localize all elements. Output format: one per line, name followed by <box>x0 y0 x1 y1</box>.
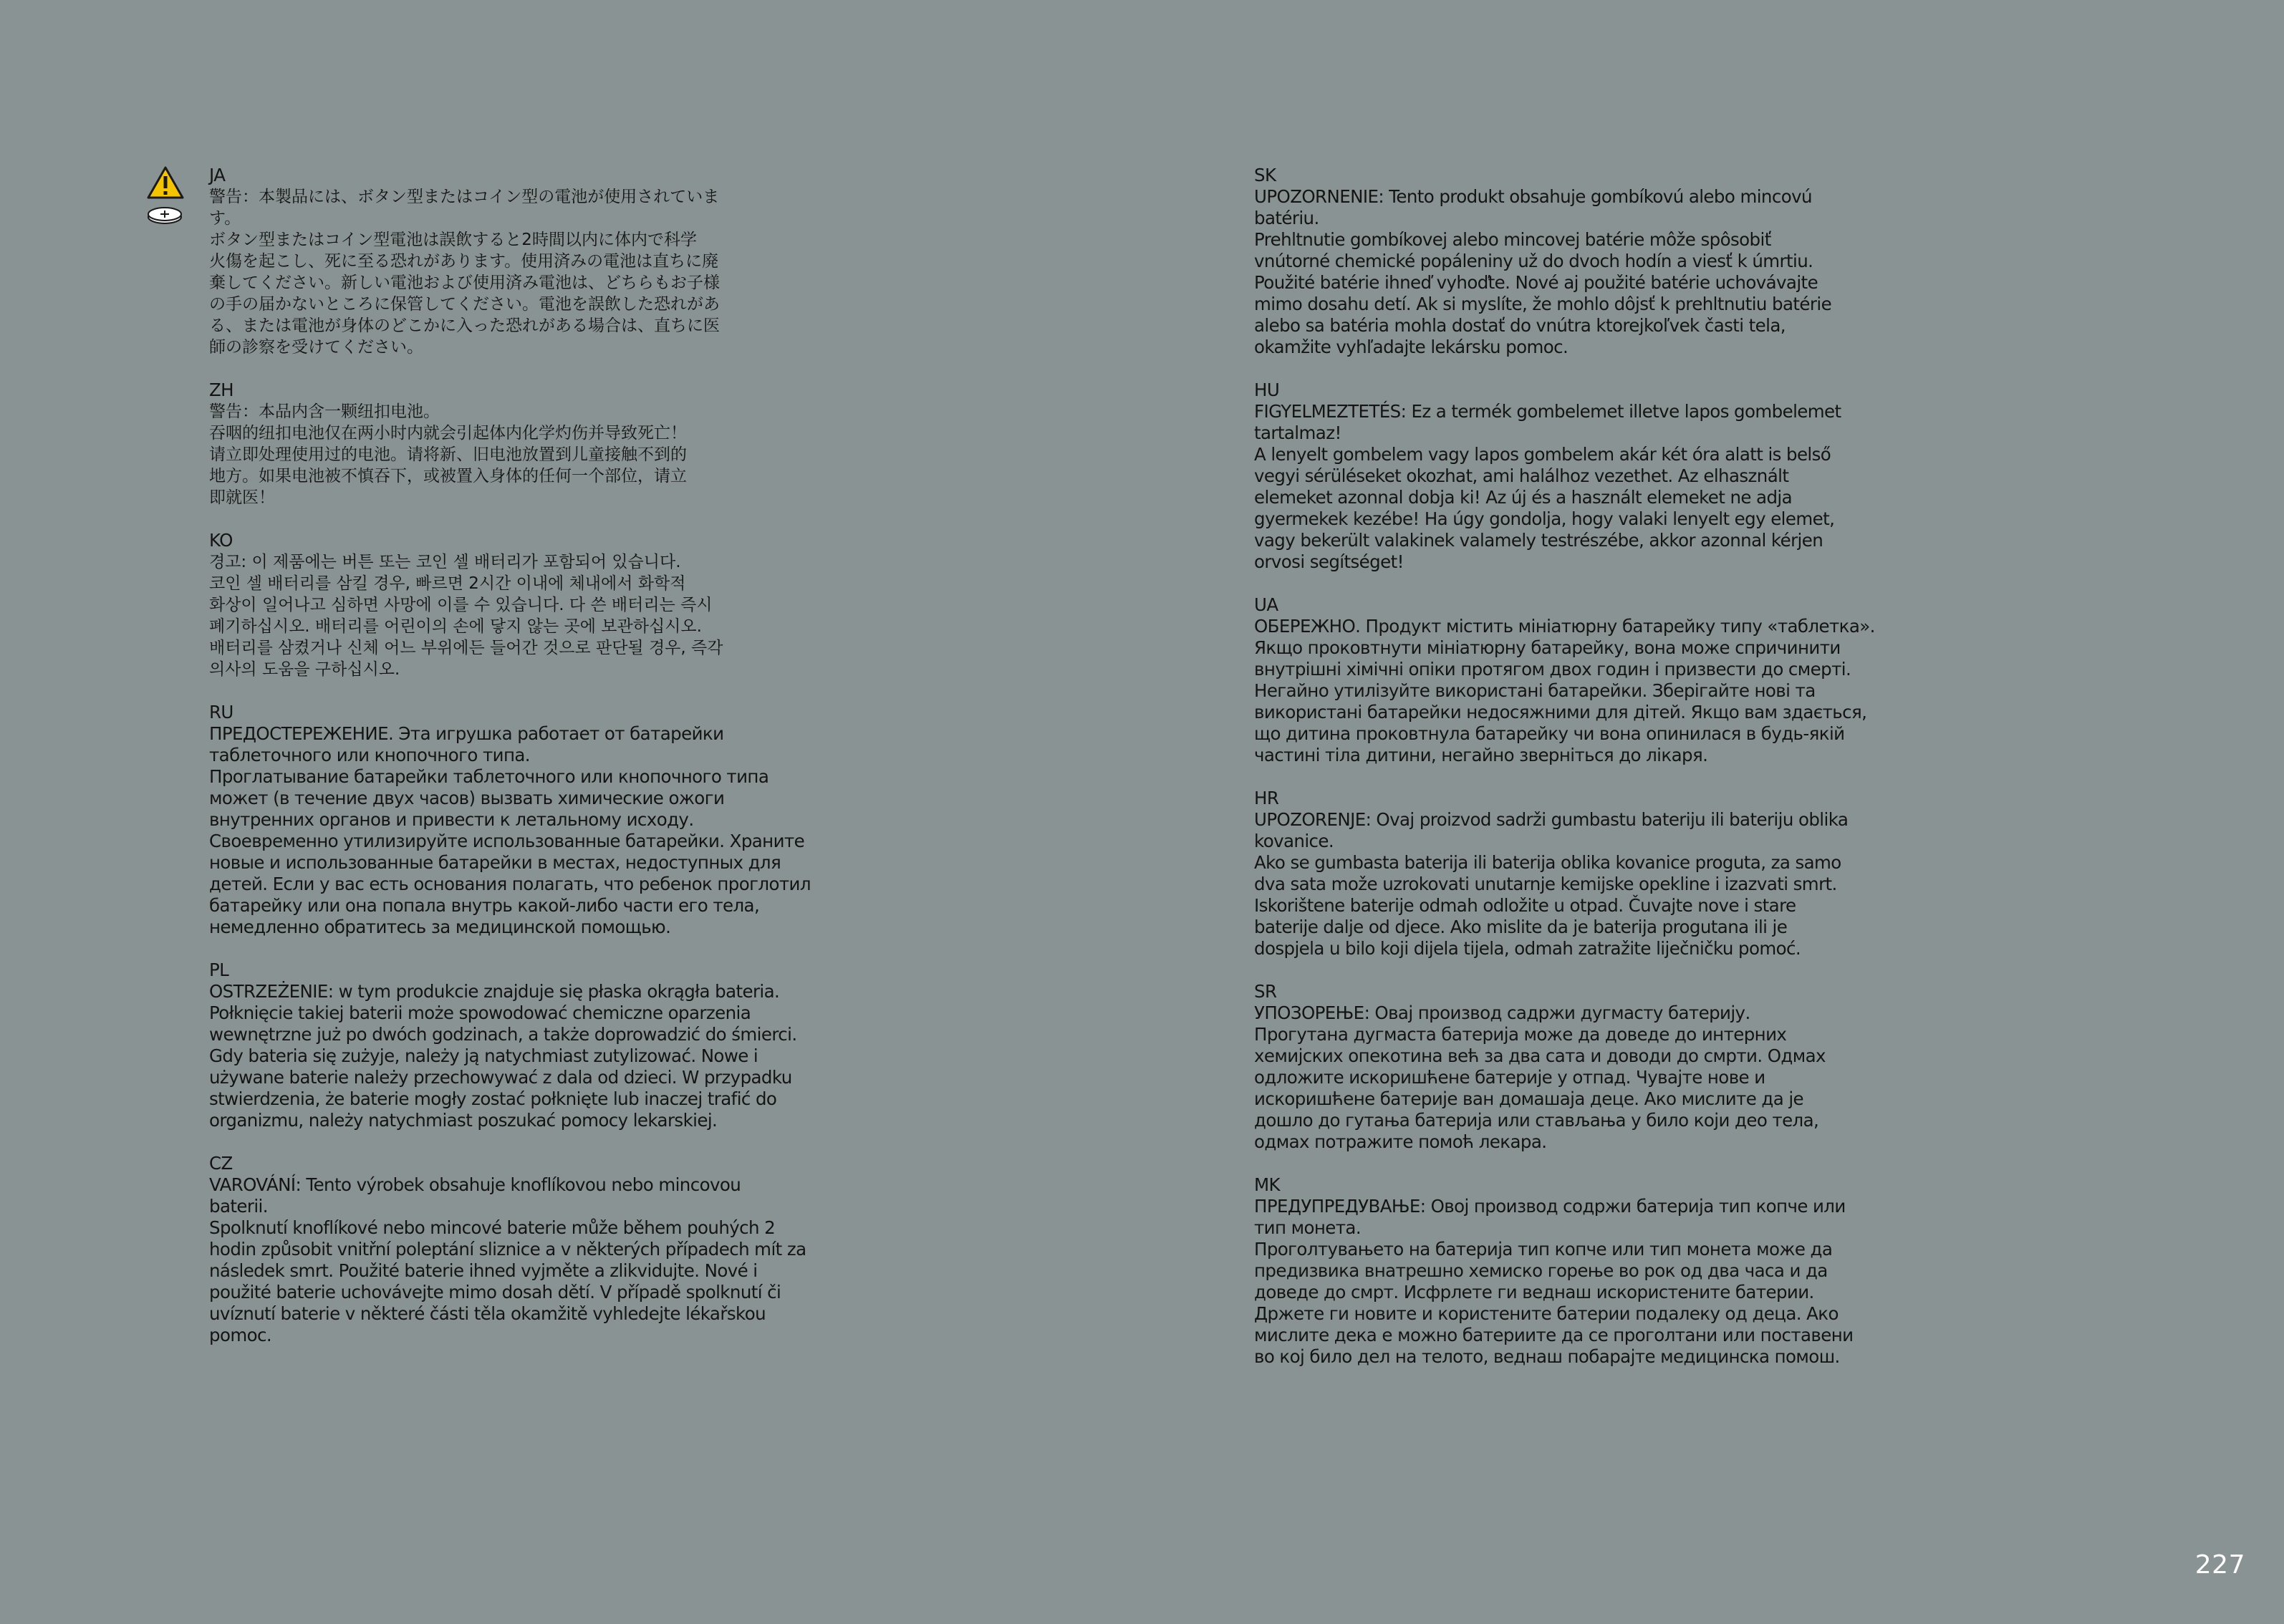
warning-text: VAROVÁNÍ: Tento výrobek obsahuje knoflíkovou nebo mincovou baterii. Spolknutí knoflíkové nebo mincové baterie může během pouhých 2 hodin způsobit vnitřní poleptání sliznice a v některých případech mít za následek smrt. Použité baterie ihned vyjměte a zlikvidujte. Nové i použité baterie uchovávejte mimo dosah dětí. V případě spolknutí či uvíznutí baterie v některé části těla okamžitě vyhledejte lékařskou pomoc. <box>209 1174 806 1345</box>
left-column <box>209 165 854 1368</box>
language-code: HR <box>1254 788 1279 808</box>
warning-block-hr <box>1254 788 1899 960</box>
warning-text: ПРЕДУПРЕДУВАЊЕ: Овој производ содржи батерија тип копче или тип монета. Проголтувањето на батерија тип копче или тип монета може да предизвика внатрешно хемиско горење во рок од два часа и да доведе до смрт. Исфрлете ги веднаш искористените батерии. Држете ги новите и користените батерии подалеку од деца. Ако мислите дека е можно батериите да се проголтани или поставени во кој било дел на телото, веднаш побарајте медицинска помош. <box>1254 1196 1854 1367</box>
language-code: ZH <box>209 380 234 400</box>
icon-group <box>147 166 184 225</box>
warning-triangle-icon <box>147 166 184 199</box>
warning-block-ko <box>209 530 854 680</box>
warning-text: FIGYELMEZTETÉS: Ez a termék gombelemet illetve lapos gombelemet tartalmaz! A lenyelt gombelem vagy lapos gombelem akár két óra alatt is belső vegyi sérüléseket okozhat, ami halálhoz vezethet. Az elhasznált elemeket azonnal dobja ki! Az új és a használt elemeket ne adja gyermekek kezébe! Ha úgy gondolja, hogy valaki lenyelt egy elemet, vagy bekerült valakinek valamely testrészébe, akkor azonnal kérjen orvosi segítséget! <box>1254 401 1841 572</box>
warning-block-zh <box>209 380 854 508</box>
language-code: RU <box>209 702 233 722</box>
warning-text: OSTRZEŻENIE: w tym produkcie znajduje się płaska okrągła bateria. Połknięcie takiej baterii może spowodować chemiczne oparzenia wewnętrzne już po dwóch godzinach, a także doprowadzić do śmierci. Gdy bateria się zużyje, należy ją natychmiast zutylizować. Nowe i używane baterie należy przechowywać z dala od dzieci. W przypadku stwierdzenia, że baterie mogły zostać połknięte lub inaczej trafić do organizmu, należy natychmiast poszukać pomocy lekarskiej. <box>209 981 797 1131</box>
warning-text: UPOZORENJE: Ovaj proizvod sadrži gumbastu bateriju ili bateriju oblika kovanice. Ako se gumbasta baterija ili baterija oblika kovanice proguta, za samo dva sata može uzrokovati unutarnje kemijske opekline i izazvati smrt. Iskorištene baterije odmah odložite u otpad. Čuvajte nove i stare baterije dalje od djece. Ako mislite da je baterija progutana ili je dospjela u bilo koji dijela tijela, odmah zatražite liječničku pomoć. <box>1254 809 1849 959</box>
language-code: HU <box>1254 380 1280 400</box>
language-code: SR <box>1254 981 1277 1002</box>
right-column <box>1254 165 1899 1389</box>
warning-block-pl <box>209 960 854 1131</box>
warning-text: ОБЕРЕЖНО. Продукт містить мініатюрну батарейку типу «таблетка». Якщо проковтнути мініатюрну батарейку, вона може спричинити внутрішні хімічні опіки протягом двох годин і призвести до смерті. Негайно утилізуйте використані батарейки. Зберігайте нові та використані батарейки недосяжними для дітей. Якщо вам здається, що дитина проковтнула батарейку чи вона опинилася в будь-якій частині тіла дитини, негайно зверніться до лікаря. <box>1254 616 1875 765</box>
warning-block-cz <box>209 1153 854 1346</box>
warning-text: 警告：本製品には、ボタン型またはコイン型の電池が使用されていま す。 ボタン型またはコイン型電池は誤飲すると2時間以内に体内で科学 火傷を起こし、死に至る恐れがあります。使用済みの電池は直ちに廃 棄してください。新しい電池および使用済み電池は、どちらもお子様 の手の届かないところに保管してください。電池を誤飲した恐れがあ る、または電池が身体のどこかに入った恐れがある場合は、直ちに医 師の診察を受けてください。 <box>209 188 720 357</box>
warning-block-ua <box>1254 594 1899 766</box>
language-code: MK <box>1254 1174 1281 1195</box>
warning-block-sk <box>1254 165 1899 358</box>
language-code: UA <box>1254 594 1278 615</box>
warning-block-mk <box>1254 1174 1899 1368</box>
warning-block-ru <box>209 702 854 938</box>
warning-text: 경고: 이 제품에는 버튼 또는 코인 셀 배터리가 포함되어 있습니다. 코인 셀 배터리를 삼킬 경우, 빠르면 2시간 이내에 체내에서 화학적 화상이 일어나고 심하면 사망에 이를 수 있습니다. 다 쓴 배터리는 즉시 폐기하십시오. 배터리를 어린이의 손에 닿지 않는 곳에 보관하십시오. 배터리를 삼켰거나 신체 어느 부위에든 들어간 것으로 판단될 경우, 즉각 의사의 도움을 구하십시오. <box>209 553 723 679</box>
page-number: 227 <box>2194 1550 2245 1580</box>
language-code: SK <box>1254 165 1276 185</box>
warning-block-ja <box>209 165 854 358</box>
language-code: CZ <box>209 1153 233 1174</box>
language-code: JA <box>209 165 226 185</box>
coin-battery-icon <box>147 206 183 225</box>
language-code: PL <box>209 960 229 980</box>
warning-text: ПРЕДОСТЕРЕЖЕНИЕ. Эта игрушка работает от батарейки таблеточного или кнопочного типа. Проглатывание батарейки таблеточного или кнопочного типа может (в течение двух часов) вызвать химические ожоги внутренних органов и привести к летальному исходу. Своевременно утилизируйте использованные батарейки. Храните новые и использованные батарейки в местах, недоступных для детей. Если у вас есть основания полагать, что ребенок проглотил батарейку или она попала внутрь какой-либо части его тела, немедленно обратитесь за медицинской помощью. <box>209 723 811 937</box>
warning-block-sr <box>1254 981 1899 1153</box>
warning-text: УПОЗОРЕЊЕ: Овај производ садржи дугмасту батерију. Прогутана дугмаста батерија може да доведе до интерних хемијских опекотина већ за два сата и доводи до смрти. Одмах одложите искоришћене батерије у отпад. Чувајте нове и искоришћене батерије ван домашаја деце. Ако мислите да је дошло до гутања батерија или стављања у било који део тела, одмах потражите помоћ лекара. <box>1254 1002 1826 1152</box>
warning-text: 警告：本品内含一颗纽扣电池。 吞咽的纽扣电池仅在两小时内就会引起体内化学灼伤并导致死亡！ 请立即处理使用过的电池。请将新、旧电池放置到儿童接触不到的 地方。如果电池被不慎吞下，或被置入身体的任何一个部位，请立 即就医！ <box>209 402 687 507</box>
warning-block-hu <box>1254 380 1899 573</box>
language-code: KO <box>209 530 233 551</box>
warning-text: UPOZORNENIE: Tento produkt obsahuje gombíkovú alebo mincovú batériu. Prehltnutie gombíkovej alebo mincovej batérie môže spôsobiť vnútorné chemické popáleniny už do dvoch hodín a viesť k úmrtiu. Použité batérie ihneď vyhoďte. Nové aj použité batérie uchovávajte mimo dosahu detí. Ak si myslíte, že mohlo dôjsť k prehltnutiu batérie alebo sa batéria mohla dostať do vnútra ktorejkoľvek časti tela, okamžite vyhľadajte lekársku pomoc. <box>1254 186 1832 357</box>
